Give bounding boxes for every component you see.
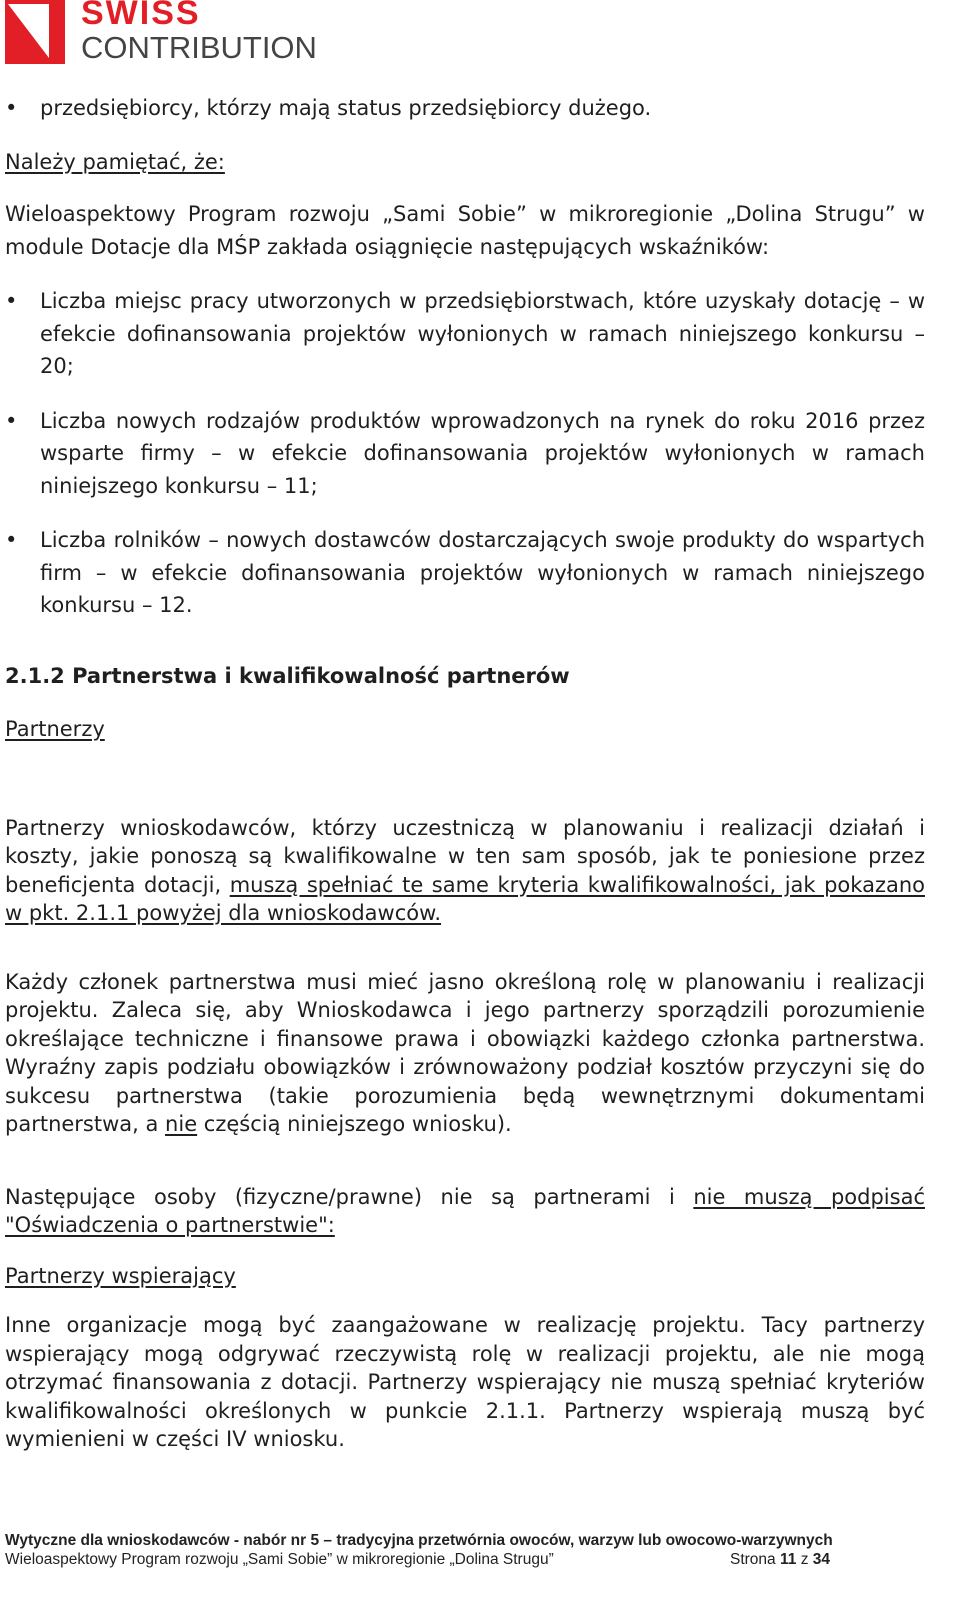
section-number: 2.1.2 [5, 663, 65, 688]
indicator-item: • Liczba rolników – nowych dostawców dostarczających swoje produkty do wspartych firm – w efekcie dofinansowania projektów wyłonionych w ramach niniejszego konkursu – 12. [5, 524, 925, 622]
partners-paragraph-underlined: muszą spełniać te same kryteria kwalifikowalności, jak pokazano w pkt. 2.1.1 powyżej dla wnioskodawców. [5, 872, 925, 925]
indicator-item: • Liczba nowych rodzajów produktów wprowadzonych na rynek do roku 2016 przez wsparte firmy – w efekcie dofinansowania projektów wyłonionych w ramach niniejszego konkursu – 11; [5, 405, 925, 503]
page-current: 11 [779, 1551, 797, 1568]
indicators-list [5, 285, 925, 622]
page-footer [5, 1531, 925, 1569]
logo-line-contribution: CONTRIBUTION [81, 30, 317, 65]
intro-list [5, 92, 925, 125]
logo-text [81, 0, 317, 63]
section-title: Partnerstwa i kwalifikowalność partnerów [72, 663, 570, 688]
supporting-partners-heading: Partnerzy wspierający [5, 1263, 236, 1288]
page-prefix: Strona [730, 1551, 776, 1568]
document-body [5, 92, 925, 1454]
section-heading [5, 660, 925, 693]
footer-program: Wieloaspektowy Program rozwoju „Sami Sobie” w mikroregionie „Dolina Strugu” [5, 1551, 554, 1568]
partners-heading: Partnerzy [5, 717, 105, 741]
page-separator: z [800, 1551, 809, 1568]
roles-paragraph-text: Każdy członek partnerstwa musi mieć jasno określoną rolę w planowaniu i realizacji projektu. Zaleca się, aby Wnioskodawca i jego partnerzy sporządzili porozumienie określające techniczne i finansowe prawa i obowiązki każdego członka partnerstwa. Wyraźny zapis podziału obowiązków i zrównoważony podział kosztów przyczyni się do sukcesu partnerstwa (takie porozumienia będą wewnętrznymi dokumentami partnerstwa, a [5, 969, 925, 1136]
logo-mark-icon [5, 0, 65, 64]
partners-paragraph-text: Partnerzy wnioskodawców, którzy uczestniczą w planowaniu i realizacji działań i koszty, jakie ponoszą są kwalifikowalne w ten sam sposób, jak te poniesione przez beneficjenta dotacji, [5, 815, 925, 897]
list-item: • przedsiębiorcy, którzy mają status przedsiębiorcy dużego. [5, 92, 925, 125]
roles-paragraph [5, 968, 925, 1139]
indicator-item: • Liczba miejsc pracy utworzonych w przedsiębiorstwach, które uzyskały dotację – w efekcie dofinansowania projektów wyłonionych w ramach niniejszego konkursu – 20; [5, 285, 925, 383]
roles-paragraph-underlined: nie [165, 1112, 198, 1136]
roles-paragraph-end: częścią niniejszego wniosku). [197, 1112, 512, 1136]
non-partners-underlined: nie muszą podpisać "Oświadczenia o partnerstwie": [5, 1184, 925, 1237]
footer-line [5, 1550, 925, 1569]
non-partners-paragraph [5, 1183, 925, 1240]
swiss-contribution-logo [5, 0, 317, 68]
page-total: 34 [812, 1551, 830, 1568]
footer-title: Wytyczne dla wnioskodawców - nabór nr 5 – tradycyjna przetwórnia owoców, warzyw lub owocowo-warzywnych [5, 1532, 833, 1549]
partners-paragraph [5, 814, 925, 928]
note-heading: Należy pamiętać, że: [5, 149, 225, 174]
supporting-partners-paragraph: Inne organizacje mogą być zaangażowane w realizację projektu. Tacy partnerzy wspierający mogą odgrywać rzeczywistą rolę w realizacji projektu, ale nie mogą otrzymać finansowania z dotacji. Partnerzy wspierający nie muszą spełniać kryteriów kwalifikowalności określonych w punkcie 2.1.1. Partnerzy wspierają muszą być wymienieni w części IV wniosku. [5, 1313, 925, 1451]
program-paragraph: Wieloaspektowy Program rozwoju „Sami Sobie” w mikroregionie „Dolina Strugu” w module Dotacje dla MŚP zakłada osiągnięcie następujących wskaźników: [5, 202, 925, 259]
logo-line-swiss: SWISS [81, 0, 201, 32]
page-number [730, 1550, 830, 1569]
non-partners-text: Następujące osoby (fizyczne/prawne) nie są partnerami i [5, 1184, 694, 1209]
